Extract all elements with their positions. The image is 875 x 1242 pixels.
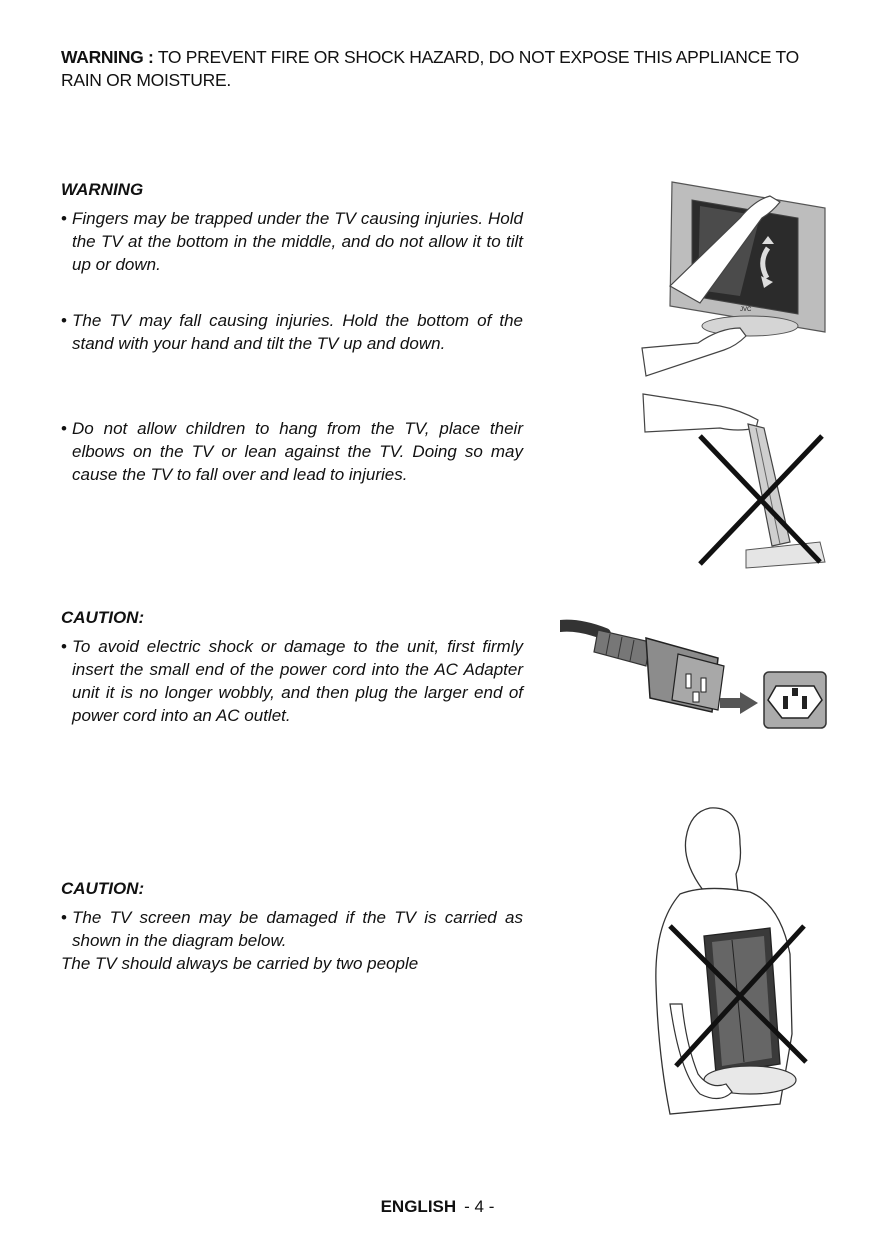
warning-bullet-3-text: Do not allow children to hang from the TV, place their elbows on the TV or lean against the TV. Doing so may cause the TV to fall over and lead to injuries. (72, 419, 523, 484)
power-cord-figure (560, 612, 830, 734)
bullet-dot: • (61, 637, 67, 656)
bullet-dot: • (61, 419, 67, 438)
bullet-dot: • (61, 311, 67, 330)
caution-carry-section (61, 877, 523, 975)
warning-bullet-2 (61, 309, 523, 355)
caution-carry-bullet-text: The TV screen may be damaged if the TV is carried as shown in the diagram below. (72, 908, 523, 950)
caution-power-heading: CAUTION: (61, 608, 145, 627)
caution-carry-bullet (61, 906, 523, 952)
warning-bullet-1-text: Fingers may be trapped under the TV causing injuries. Hold the TV at the bottom in the middle, and do not allow it to tilt up or down. (72, 209, 523, 274)
warning-bullet-3 (61, 417, 523, 486)
warning-heading: WARNING (61, 180, 144, 199)
caution-carry-heading: CAUTION: (61, 879, 145, 898)
warning-bullet-1 (61, 207, 523, 276)
page-footer (0, 1197, 875, 1217)
footer-language: ENGLISH (380, 1197, 457, 1216)
caution-carry-note: The TV should always be carried by two people (61, 954, 419, 973)
warning-section (61, 178, 523, 276)
tv-tilt-figure (640, 178, 835, 388)
top-warning-label: WARNING : (61, 47, 154, 67)
warning-section-3 (61, 417, 523, 486)
top-warning (61, 46, 841, 92)
bullet-dot: • (61, 908, 67, 927)
tv-brand-label: JVC (740, 307, 752, 313)
no-leaning-figure (640, 392, 835, 572)
top-warning-text: TO PREVENT FIRE OR SHOCK HAZARD, DO NOT EXPOSE THIS APPLIANCE TO RAIN OR MOISTURE. (61, 47, 799, 90)
page-number: - 4 - (464, 1197, 495, 1216)
warning-bullet-2-text: The TV may fall causing injuries. Hold the bottom of the stand with your hand and tilt the TV up and down. (72, 311, 523, 353)
warning-section-2 (61, 309, 523, 355)
wrong-carry-figure (640, 804, 830, 1119)
caution-power-bullet-text: To avoid electric shock or damage to the unit, first firmly insert the small end of the power cord into the AC Adapter unit it is no longer wobbly, and then plug the larger end of power cord into an AC outlet. (72, 637, 523, 725)
caution-power-bullet (61, 635, 523, 727)
bullet-dot: • (61, 209, 67, 228)
caution-power-section (61, 606, 523, 727)
